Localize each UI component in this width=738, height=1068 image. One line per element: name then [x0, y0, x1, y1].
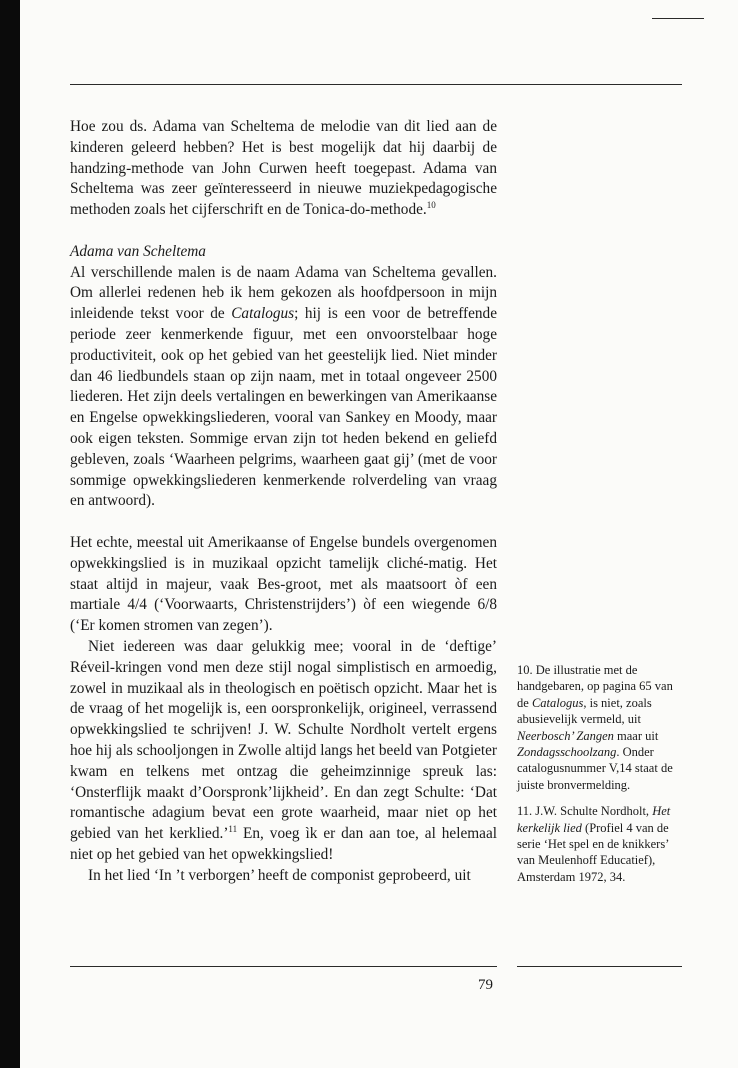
top-right-rule [652, 18, 704, 19]
footnote-ref-11: 11 [228, 824, 238, 834]
paragraph-2: Al verschillende malen is de naam Adama van Scheltema gevallen. Om allerlei redenen heb ik hem gekozen als hoofdpersoon in mijn inleidende tekst voor de Catalogus; hij is een voor de betreffende periode zeer kenmerkende figuur, met een onvoorstelbaar hoge productiviteit, ook op het gebied van het geestelijk lied. Niet minder dan 46 liedbundels staan op zijn naam, met in totaal ongeveer 2500 liederen. Het zijn deels vertalingen en bewerkingen van Amerikaanse en Engelse opwekkingsliederen, vooral van Sankey en Moody, maar ook eigen teksten. Sommige ervan zijn tot heden bekend en geliefd gebleven, zoals ‘Waarheen pelgrims, waarheen gaat gij’ (met de voor sommige opwekkingsliederen kenmerkende rolverdeling van vraag en antwoord). [70, 263, 497, 510]
footer-rule-notes [517, 966, 682, 967]
page-number: 79 [478, 977, 493, 993]
paragraph-5: In het lied ‘In ’t verborgen’ heeft de componist geprobeerd, uit [88, 866, 471, 884]
section-heading: Adama van Scheltema [70, 242, 206, 260]
paragraph-4: Niet iedereen was daar gelukkig mee; vooral in de ‘deftige’ Réveil-kringen vond men deze stijl nogal simplistisch en armoedig, zowel in muzikaal als in theologisch en poëtisch opzicht. Maar het is de vraag of het mogelijk is, een oorspronkelijk, origineel, verrassend opwekkingslied te schrijven! J. W. Schulte Nordholt vertelt ergens hoe hij als schooljongen in Zwolle altijd langs het beeld van Potgieter kwam en telkens met ontzag die geheimzinnige spreuk las: ‘Onsterflijk maakt d’Oorspronk’lijkheid’. En dan zegt Schulte: ‘Dat romantische adagium bevat een grote waarheid, maar niet op het gebied van het kerklied.’$^{11}$ En, voeg ìk er dan aan toe, al helemaal niet op het gebied van het opwekkingslied! [70, 637, 497, 863]
footer-rule-main [70, 966, 497, 967]
scan-edge-shadow [0, 0, 20, 1068]
body-text [70, 117, 497, 886]
footnote-10: 10. De illustratie met de handgebaren, op pagina 65 van de Catalogus, is niet, zoals abusievelijk vermeld, uit Neerbosch’ Zangen maar uit Zondagsschoolzang. Onder catalogusnummer V,14 staat de juiste bronvermelding. [517, 663, 673, 792]
paragraph-1: Hoe zou ds. Adama van Scheltema de melodie van dit lied aan de kinderen geleerd hebben? Het is best mogelijk dat hij daarbij de handzing-methode van John Curwen heeft toegepast. Adama van Scheltema was zeer geïnteresseerd in nieuwe muziekpedagogische methoden zoals het cijferschrift en de Tonica-do-methode.$^{10}$ [70, 118, 497, 219]
footnote-11: 11. J.W. Schulte Nordholt, Het kerkelijk lied (Profiel 4 van de serie ‘Het spel en de knikkers’ van Meulenhoff Educatief), Amsterdam 1972, 34. [517, 804, 671, 884]
side-notes [517, 662, 687, 895]
header-rule [70, 84, 682, 85]
paragraph-3: Het echte, meestal uit Amerikaanse of Engelse bundels overgenomen opwekkingslied is in muzikaal opzicht tamelijk cliché-matig. Het staat altijd in majeur, vaak Bes-groot, met als maatsoort òf een martiale 4/4 (‘Voorwaarts, Christenstrijders’) òf een wiegende 6/8 (‘Er komen stromen van zegen’). [70, 533, 497, 635]
footnote-ref-10: 10 [426, 200, 436, 211]
